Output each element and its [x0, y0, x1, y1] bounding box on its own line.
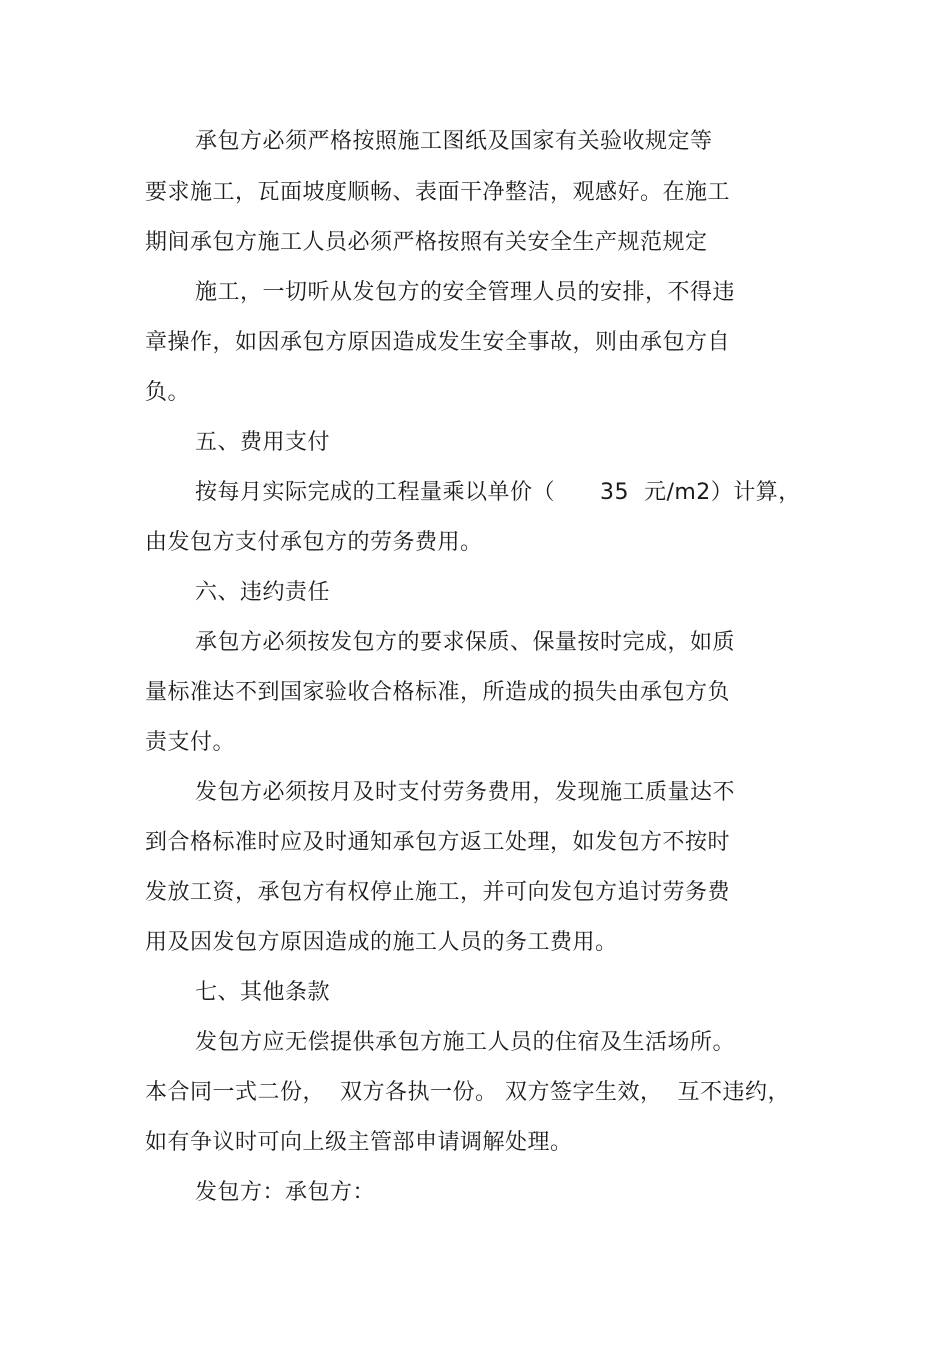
section-heading: 七、其他条款 [195, 980, 331, 1005]
paragraph-line: 如有争议时可向上级主管部申请调解处理。 [145, 1130, 573, 1155]
section-heading: 六、违约责任 [195, 580, 331, 605]
paragraph-line: 到合格标准时应及时通知承包方返工处理，如发包方不按时 [145, 830, 731, 855]
paragraph-line: 负。 [145, 380, 191, 405]
paragraph-line: 由发包方支付承包方的劳务费用。 [145, 530, 483, 555]
paragraph-line: 发放工资，承包方有权停止施工，并可向发包方追讨劳务费 [145, 880, 731, 905]
signature-line: 发包方：承包方： [195, 1180, 376, 1205]
paragraph-line: 要求施工，瓦面坡度顺畅、表面干净整洁，观感好。在施工 [145, 180, 731, 205]
section-heading: 五、费用支付 [195, 430, 331, 455]
paragraph-line: 量标准达不到国家验收合格标准，所造成的损失由承包方负 [145, 680, 731, 705]
paragraph-line: 用及因发包方原因造成的施工人员的务工费用。 [145, 930, 618, 955]
paragraph-line: 发包方必须按月及时支付劳务费用，发现施工质量达不 [195, 780, 736, 805]
paragraph-line: 承包方必须按发包方的要求保质、保量按时完成，如质 [195, 630, 736, 655]
paragraph-line: 承包方必须严格按照施工图纸及国家有关验收规定等 [195, 129, 713, 154]
paragraph-line: 本合同一式二份， 双方各执一份。 双方签字生效， 互不违约， [145, 1080, 790, 1105]
paragraph-line: 责支付。 [145, 730, 236, 755]
paragraph-line: 章操作，如因承包方原因造成发生安全事故，则由承包方自 [145, 330, 731, 355]
paragraph-line: 期间承包方施工人员必须严格按照有关安全生产规范规定 [145, 230, 708, 255]
paragraph-line: 发包方应无偿提供承包方施工人员的住宿及生活场所。 [195, 1030, 736, 1055]
paragraph-line: 按每月实际完成的工程量乘以单价（ 35 元/m2）计算， [195, 480, 801, 505]
paragraph-line: 施工，一切听从发包方的安全管理人员的安排，不得违 [195, 280, 736, 305]
